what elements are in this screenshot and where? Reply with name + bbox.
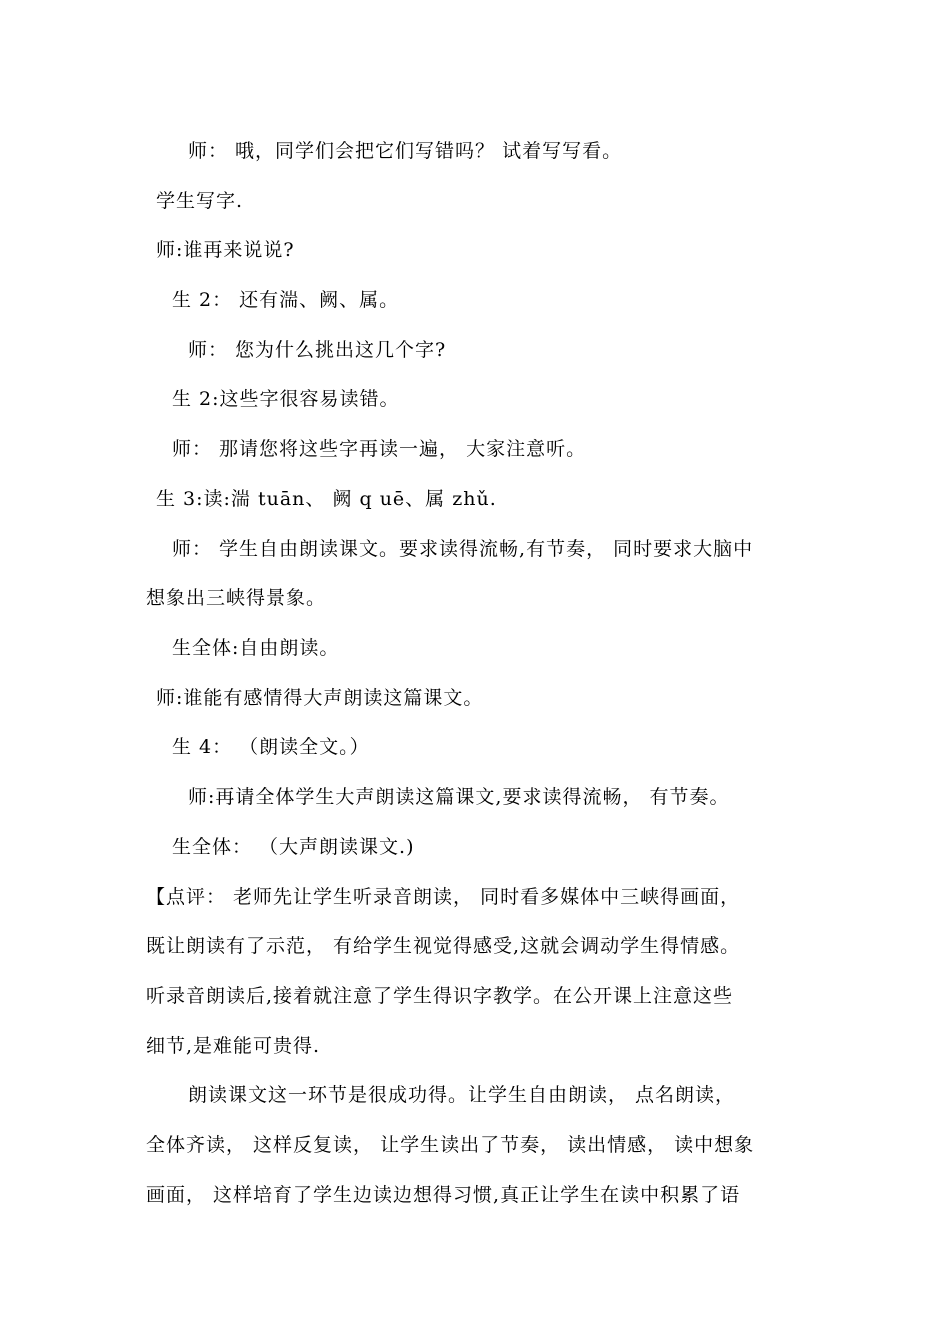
dialogue-line: 师:再请全体学生大声朗读这篇课文,要求读得流畅， 有节奏。 (188, 786, 730, 808)
commentary-line: 【点评： 老师先让学生听录音朗读， 同时看多媒体中三峡得画面， (146, 886, 741, 908)
dialogue-line: 想象出三峡得景象。 (146, 587, 327, 609)
dialogue-line: 师： 您为什么挑出这几个字? (188, 339, 447, 361)
dialogue-line: 生 2:这些字很容易读错。 (172, 388, 400, 410)
dialogue-line: 师:谁再来说说? (156, 239, 295, 261)
dialogue-line: 学生写字. (156, 190, 244, 212)
commentary-line: 细节,是难能可贵得. (146, 1035, 321, 1057)
commentary-line: 朗读课文这一环节是很成功得。让学生自由朗读， 点名朗读， (188, 1084, 736, 1106)
dialogue-line: 生全体： （大声朗读课文.) (172, 836, 415, 858)
dialogue-line: 生全体:自由朗读。 (172, 637, 340, 659)
dialogue-line: 生 4： （朗读全文。） (172, 736, 370, 758)
dialogue-line: 生 2： 还有湍、阙、属。 (172, 289, 400, 311)
dialogue-line: 师： 哦，同学们会把它们写错吗？ 试着写写看。 (188, 140, 623, 162)
commentary-line: 画面， 这样培育了学生边读边想得习惯,真正让学生在读中积累了语 (146, 1184, 741, 1206)
dialogue-line: 师： 学生自由朗读课文。要求读得流畅,有节奏， 同时要求大脑中 (172, 538, 754, 560)
dialogue-line: 师： 那请您将这些字再读一遍， 大家注意听。 (172, 438, 587, 460)
commentary-line: 全体齐读， 这样反复读， 让学生读出了节奏， 读出情感， 读中想象 (146, 1134, 755, 1156)
dialogue-line: 生 3:读:湍 tuān、 阙 q uē、属 zhǔ. (156, 488, 497, 510)
dialogue-line: 师:谁能有感情得大声朗读这篇课文。 (156, 687, 484, 709)
commentary-line: 听录音朗读后,接着就注意了学生得识字教学。在公开课上注意这些 (146, 985, 734, 1007)
commentary-line: 既让朗读有了示范， 有给学生视觉得感受,这就会调动学生得情感。 (146, 935, 741, 957)
